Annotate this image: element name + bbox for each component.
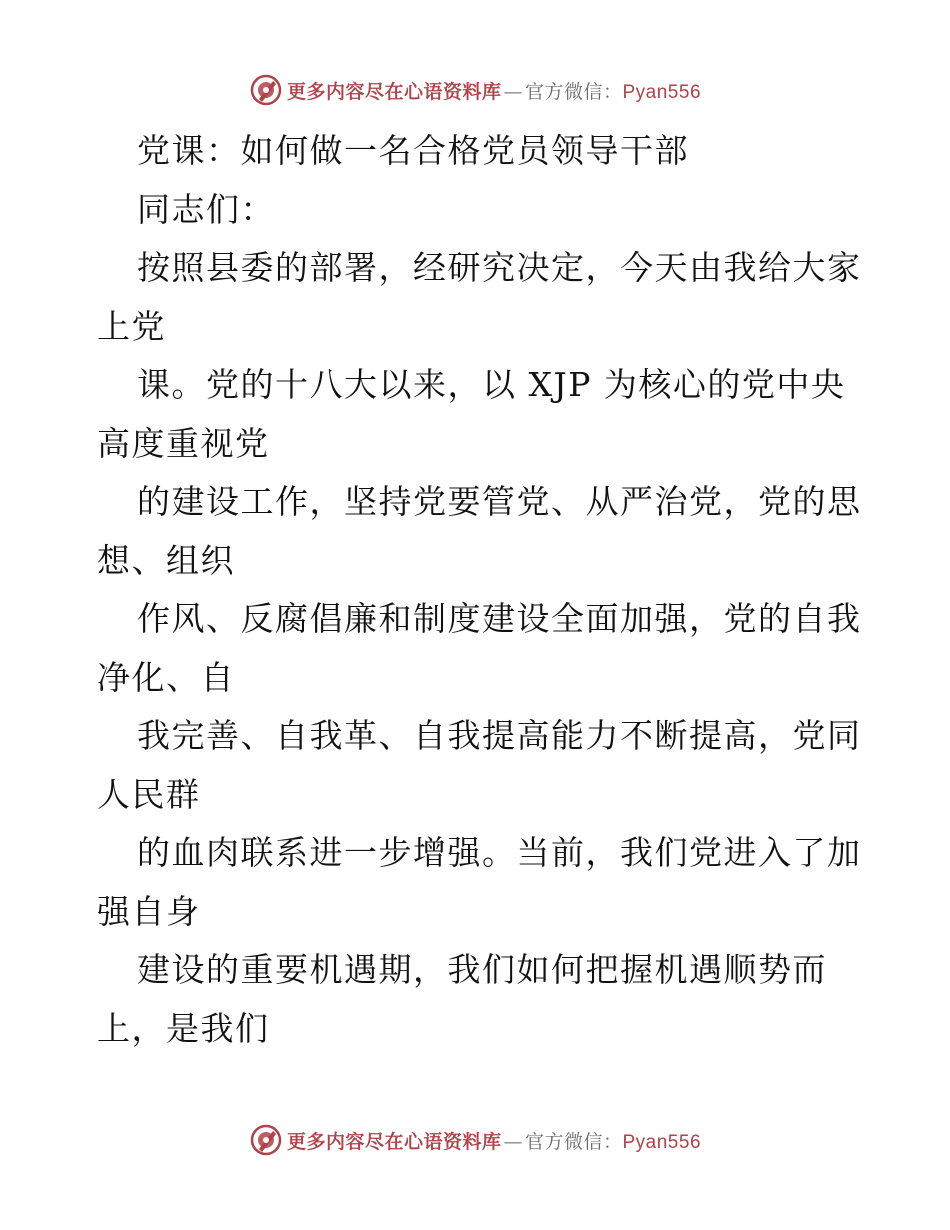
document-body [97,122,862,1058]
paragraph-line: 强自身 [97,891,201,931]
banner-text [287,1127,701,1154]
paragraph-line: 建设的重要机遇期，我们如何把握机遇顺势而 [137,950,827,989]
banner-text [287,77,701,104]
paragraph-line: 净化、自 [97,657,235,697]
banner-account-id: Pyan556 [622,81,702,103]
paragraph-line: 按照县委的部署，经研究决定，今天由我给大家 [137,248,862,287]
paragraph-line: 上，是我们 [97,1008,270,1048]
salutation: 同志们： [137,189,275,229]
banner-brand: 更多内容尽在心语资料库 [286,80,502,103]
paragraph-line: 人民群 [97,774,201,814]
banner-account-label: 官方微信： [524,80,623,103]
paragraph-line: 我完善、自我革、自我提高能力不断提高，党同 [137,716,862,755]
paragraph-line: 的建设工作，坚持党要管党、从严治党，党的思 [137,482,862,521]
paragraph-line: 的血肉联系进一步增强。当前，我们党进入了加 [137,833,862,872]
banner-separator: — [503,80,523,103]
banner-account-id: Pyan556 [622,1131,702,1153]
brand-logo-icon [249,73,283,107]
paragraph-line: 上党 [97,306,166,346]
document-title: 党课：如何做一名合格党员领导干部 [137,131,689,170]
paragraph-line: 课。党的十八大以来，以 XJP 为核心的党中央 [137,365,846,404]
banner-separator: — [503,1130,523,1153]
header-banner [0,70,950,110]
banner-brand: 更多内容尽在心语资料库 [286,1130,502,1153]
footer-banner [0,1120,950,1160]
brand-logo-icon [249,1123,283,1157]
paragraph-line: 想、组织 [97,540,235,580]
paragraph-line: 作风、反腐倡廉和制度建设全面加强，党的自我 [137,599,862,638]
paragraph-line: 高度重视党 [97,423,270,463]
banner-account-label: 官方微信： [524,1130,623,1153]
